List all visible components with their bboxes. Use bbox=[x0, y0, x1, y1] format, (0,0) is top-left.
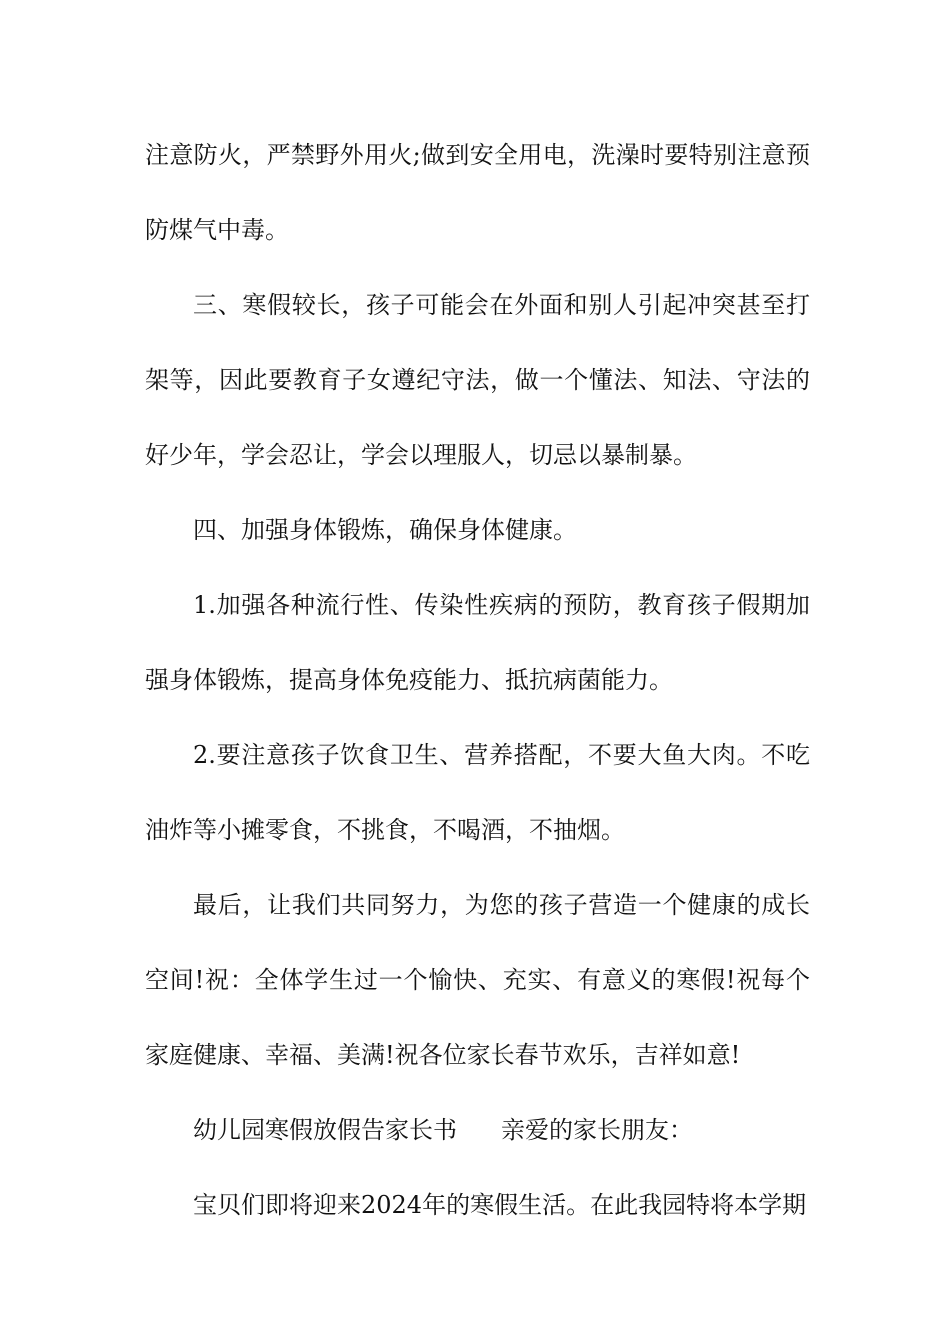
paragraph-law-abiding: 三、寒假较长，孩子可能会在外面和别人引起冲突甚至打架等，因此要教育子女遵纪守法，做一个懂法、知法、守法的好少年，学会忍让，学会以理服人，切忌以暴制暴。 bbox=[145, 291, 810, 469]
document-body bbox=[145, 118, 810, 1243]
paragraph-disease-prevention: 1.加强各种流行性、传染性疾病的预防，教育孩子假期加强身体锻炼，提高身体免疫能力、抵抗病菌能力。 bbox=[145, 591, 810, 694]
paragraph-closing-wishes: 最后，让我们共同努力，为您的孩子营造一个健康的成长空间!祝：全体学生过一个愉快、充实、有意义的寒假!祝每个家庭健康、幸福、美满!祝各位家长春节欢乐，吉祥如意! bbox=[145, 891, 810, 1069]
paragraph-intro: 宝贝们即将迎来2024年的寒假生活。在此我园特将本学期 bbox=[193, 1191, 807, 1219]
paragraph-diet: 2.要注意孩子饮食卫生、营养搭配，不要大鱼大肉。不吃油炸等小摊零食，不挑食，不喝酒，不抽烟。 bbox=[145, 741, 810, 844]
letter-title: 幼儿园寒假放假告家长书 bbox=[193, 1116, 457, 1144]
title-line bbox=[145, 1093, 810, 1168]
paragraph-exercise-heading: 四、加强身体锻炼，确保身体健康。 bbox=[193, 516, 577, 544]
letter-greeting: 亲爱的家长朋友： bbox=[501, 1116, 693, 1144]
paragraph-fire-safety: 注意防火，严禁野外用火;做到安全用电，洗澡时要特别注意预防煤气中毒。 bbox=[145, 141, 810, 244]
